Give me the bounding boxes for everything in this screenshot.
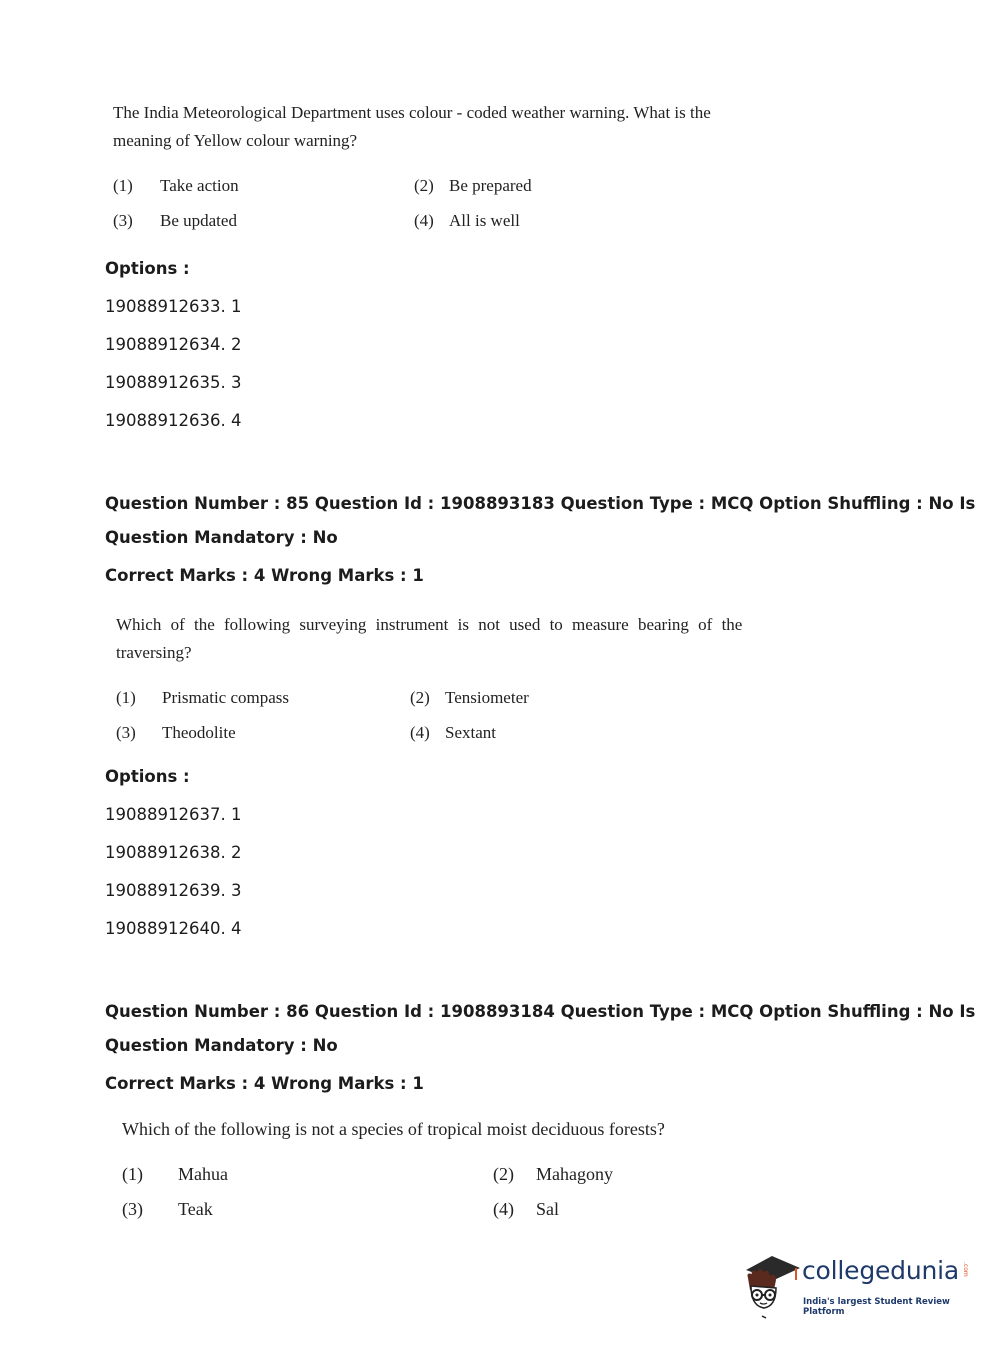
- collegedunia-logo: [740, 1250, 970, 1320]
- options-label: Options :: [105, 767, 190, 786]
- option-line: 19088912636. 4: [105, 411, 242, 430]
- choice-text: Mahua: [178, 1164, 228, 1184]
- choice-number: (1): [116, 688, 136, 707]
- option-line: 19088912640. 4: [105, 919, 242, 938]
- choice-number: (1): [122, 1164, 143, 1184]
- question-header: Question Mandatory : No: [105, 1036, 338, 1055]
- question-text: The India Meteorological Department uses colour - coded weather warning. What is the: [113, 103, 711, 122]
- choice-text: Teak: [178, 1199, 213, 1219]
- choice-number: (4): [414, 211, 434, 230]
- choice-text: Prismatic compass: [162, 688, 290, 707]
- choice-text: Mahagony: [536, 1164, 613, 1184]
- choice-number: (2): [410, 688, 430, 707]
- choice-number: (4): [410, 723, 430, 742]
- choice-text: Be prepared: [449, 176, 532, 195]
- question-text: meaning of Yellow colour warning?: [113, 131, 358, 150]
- marks-line: Correct Marks : 4 Wrong Marks : 1: [105, 1074, 424, 1093]
- question-header: Question Number : 85 Question Id : 1908893183 Question Type : MCQ Option Shuffling : No Is: [105, 494, 976, 513]
- choice-text: Theodolite: [162, 723, 236, 742]
- question-header: Question Number : 86 Question Id : 1908893184 Question Type : MCQ Option Shuffling : No Is: [105, 1002, 976, 1021]
- choice-number: (3): [113, 211, 133, 230]
- marks-line: Correct Marks : 4 Wrong Marks : 1: [105, 566, 424, 585]
- options-label: Options :: [105, 259, 190, 278]
- question-text: Which of the following is not a species of tropical moist deciduous forests?: [122, 1119, 665, 1139]
- choice-text: Tensiometer: [445, 688, 529, 707]
- choice-number: (1): [113, 176, 133, 195]
- choice-text: Be updated: [160, 211, 237, 230]
- logo-wordmark: collegedunia: [802, 1256, 959, 1285]
- option-line: 19088912634. 2: [105, 335, 242, 354]
- question-header: Question Mandatory : No: [105, 528, 338, 547]
- choice-number: (3): [122, 1199, 143, 1219]
- choice-number: (2): [414, 176, 434, 195]
- logo-suffix: .com: [962, 1262, 969, 1277]
- logo-tagline: India's largest Student Review Platform: [803, 1297, 950, 1317]
- question-text: Which of the following surveying instrument is not used to measure bearing of the: [116, 615, 743, 634]
- choice-text: Take action: [160, 176, 239, 195]
- choice-text: Sextant: [445, 723, 496, 742]
- choice-number: (3): [116, 723, 136, 742]
- choice-text: All is well: [449, 211, 520, 230]
- mascot-icon: [740, 1250, 802, 1320]
- choice-number: (2): [493, 1164, 514, 1184]
- option-line: 19088912635. 3: [105, 373, 242, 392]
- option-line: 19088912633. 1: [105, 297, 242, 316]
- option-line: 19088912637. 1: [105, 805, 242, 824]
- option-line: 19088912639. 3: [105, 881, 242, 900]
- choice-text: Sal: [536, 1199, 560, 1219]
- question-text: traversing?: [116, 643, 192, 662]
- option-line: 19088912638. 2: [105, 843, 242, 862]
- choice-number: (4): [493, 1199, 514, 1219]
